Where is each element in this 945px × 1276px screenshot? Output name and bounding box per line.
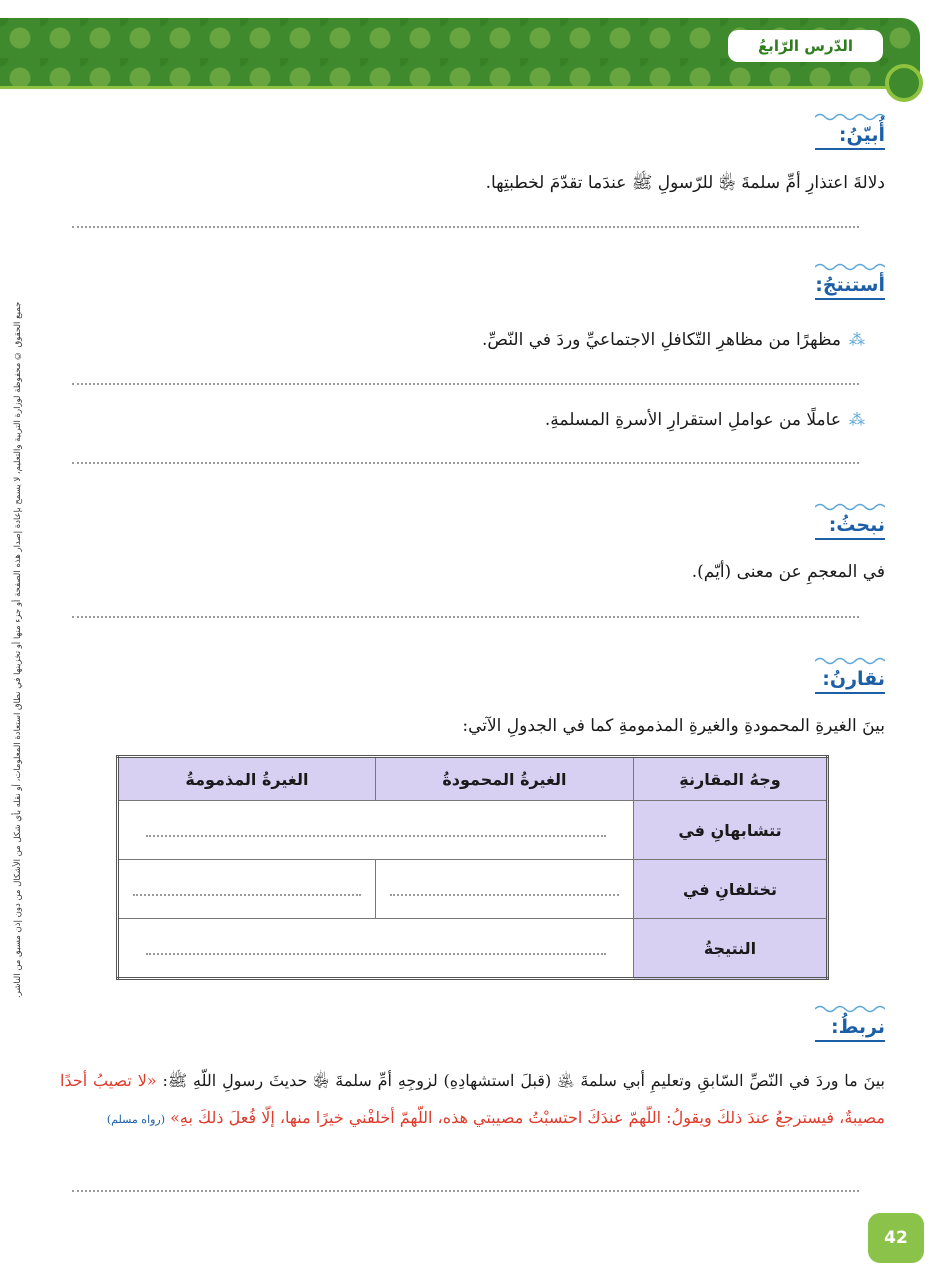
copyright-note: جميع الحقوق © محفوظة لوزارة التربية والتعليم، لا يسمح بإعادة إصدار هذه الصفحة أو جزء منها أو تخزينها في نطاق استعادة المعلومات، أو نقله بأي شكل من الأشكال من دون إذن مسبق من الناشر. [13, 301, 23, 999]
research-text: في المعجمِ عن معنى (أيّم). [691, 562, 885, 582]
heading-research-text: نبحثُ: [828, 514, 885, 536]
wave-decoration-icon [815, 656, 885, 666]
banner-accent-line [0, 86, 905, 89]
table-row [118, 801, 828, 860]
compare-text: بينَ الغيرةِ المحمودةِ والغيرةِ المذمومةِ كما في الجدولِ الآتي: [462, 716, 885, 736]
table-header-cell: الغيرةُ المذمومةُ [118, 757, 376, 801]
banner-circle-decoration [885, 64, 923, 102]
hadith-source: (رواه مسلم) [106, 1113, 166, 1126]
clarify-text: دلالةَ اعتذارِ أمِّ سلمةَ ﵂ للرّسولِ ﷺ عندَما تقدّمَ لخطبتِها. [485, 173, 885, 193]
heading-link-text: نربطُ: [830, 1016, 885, 1038]
page-number: 42 [868, 1213, 924, 1263]
table-row [118, 919, 828, 979]
comparison-table [116, 755, 829, 980]
answer-cell[interactable] [118, 919, 634, 979]
answer-line[interactable] [72, 226, 859, 228]
snowflake-bullet-icon: ⁂ [849, 410, 865, 429]
answer-line[interactable] [72, 383, 859, 385]
row-label: تتشابهانِ في [634, 801, 828, 860]
heading-compare-text: نقارنُ: [822, 668, 885, 690]
table-header-cell: وجهُ المقارنةِ [634, 757, 828, 801]
heading-clarify-text: أُبيّنُ: [838, 124, 885, 146]
answer-cell[interactable] [118, 801, 634, 860]
snowflake-bullet-icon: ⁂ [849, 330, 865, 349]
deduce-item-1: ⁂مظهرًا من مظاهرِ التّكافلِ الاجتماعيِّ وردَ في النّصِّ. [482, 330, 865, 350]
table-header-cell: الغيرةُ المحمودةُ [375, 757, 633, 801]
heading-clarify [815, 112, 885, 150]
row-label: النتيجةُ [634, 919, 828, 979]
answer-cell[interactable] [118, 860, 376, 919]
wave-decoration-icon [815, 1004, 885, 1014]
answer-line[interactable] [72, 616, 859, 618]
heading-research [815, 502, 885, 540]
table-row [118, 860, 828, 919]
wave-decoration-icon [815, 112, 885, 122]
deduce-item-2: ⁂عاملًا من عواملِ استقرارِ الأسرةِ المسلمةِ. [544, 410, 865, 430]
heading-deduce-text: أستنتجُ: [815, 274, 885, 296]
table-header-row [118, 757, 828, 801]
answer-line[interactable] [72, 462, 859, 464]
row-label: تختلفانِ في [634, 860, 828, 919]
lesson-label: الدّرس الرّابعُ [728, 30, 883, 62]
hadith-intro: بينَ ما وردَ في النّصِّ السّابقِ وتعليمِ أبي سلمةَ ﵁ (قبلَ استشهادِهِ) لزوجِهِ أمِّ سلمةَ ﵂ حديثَ رسولِ اللّهِ ﷺ: [156, 1071, 886, 1090]
heading-link [815, 1004, 885, 1042]
hadith-paragraph [60, 1062, 885, 1138]
answer-line[interactable] [72, 1190, 859, 1192]
hadith-quote: «لا تصيبُ أحدًا مصيبةٌ، فيسترجعُ عندَ ذلكَ ويقولُ: اللّهمّ عندَكَ احتسبْتُ مصيبتي هذه، اللّهمّ أخلفْني خيرًا منها، إلّا فُعلَ ذلكَ بهِ» [60, 1071, 885, 1127]
heading-compare [815, 656, 885, 694]
wave-decoration-icon [815, 502, 885, 512]
wave-decoration-icon [815, 262, 885, 272]
answer-cell[interactable] [375, 860, 633, 919]
heading-deduce [815, 262, 885, 300]
